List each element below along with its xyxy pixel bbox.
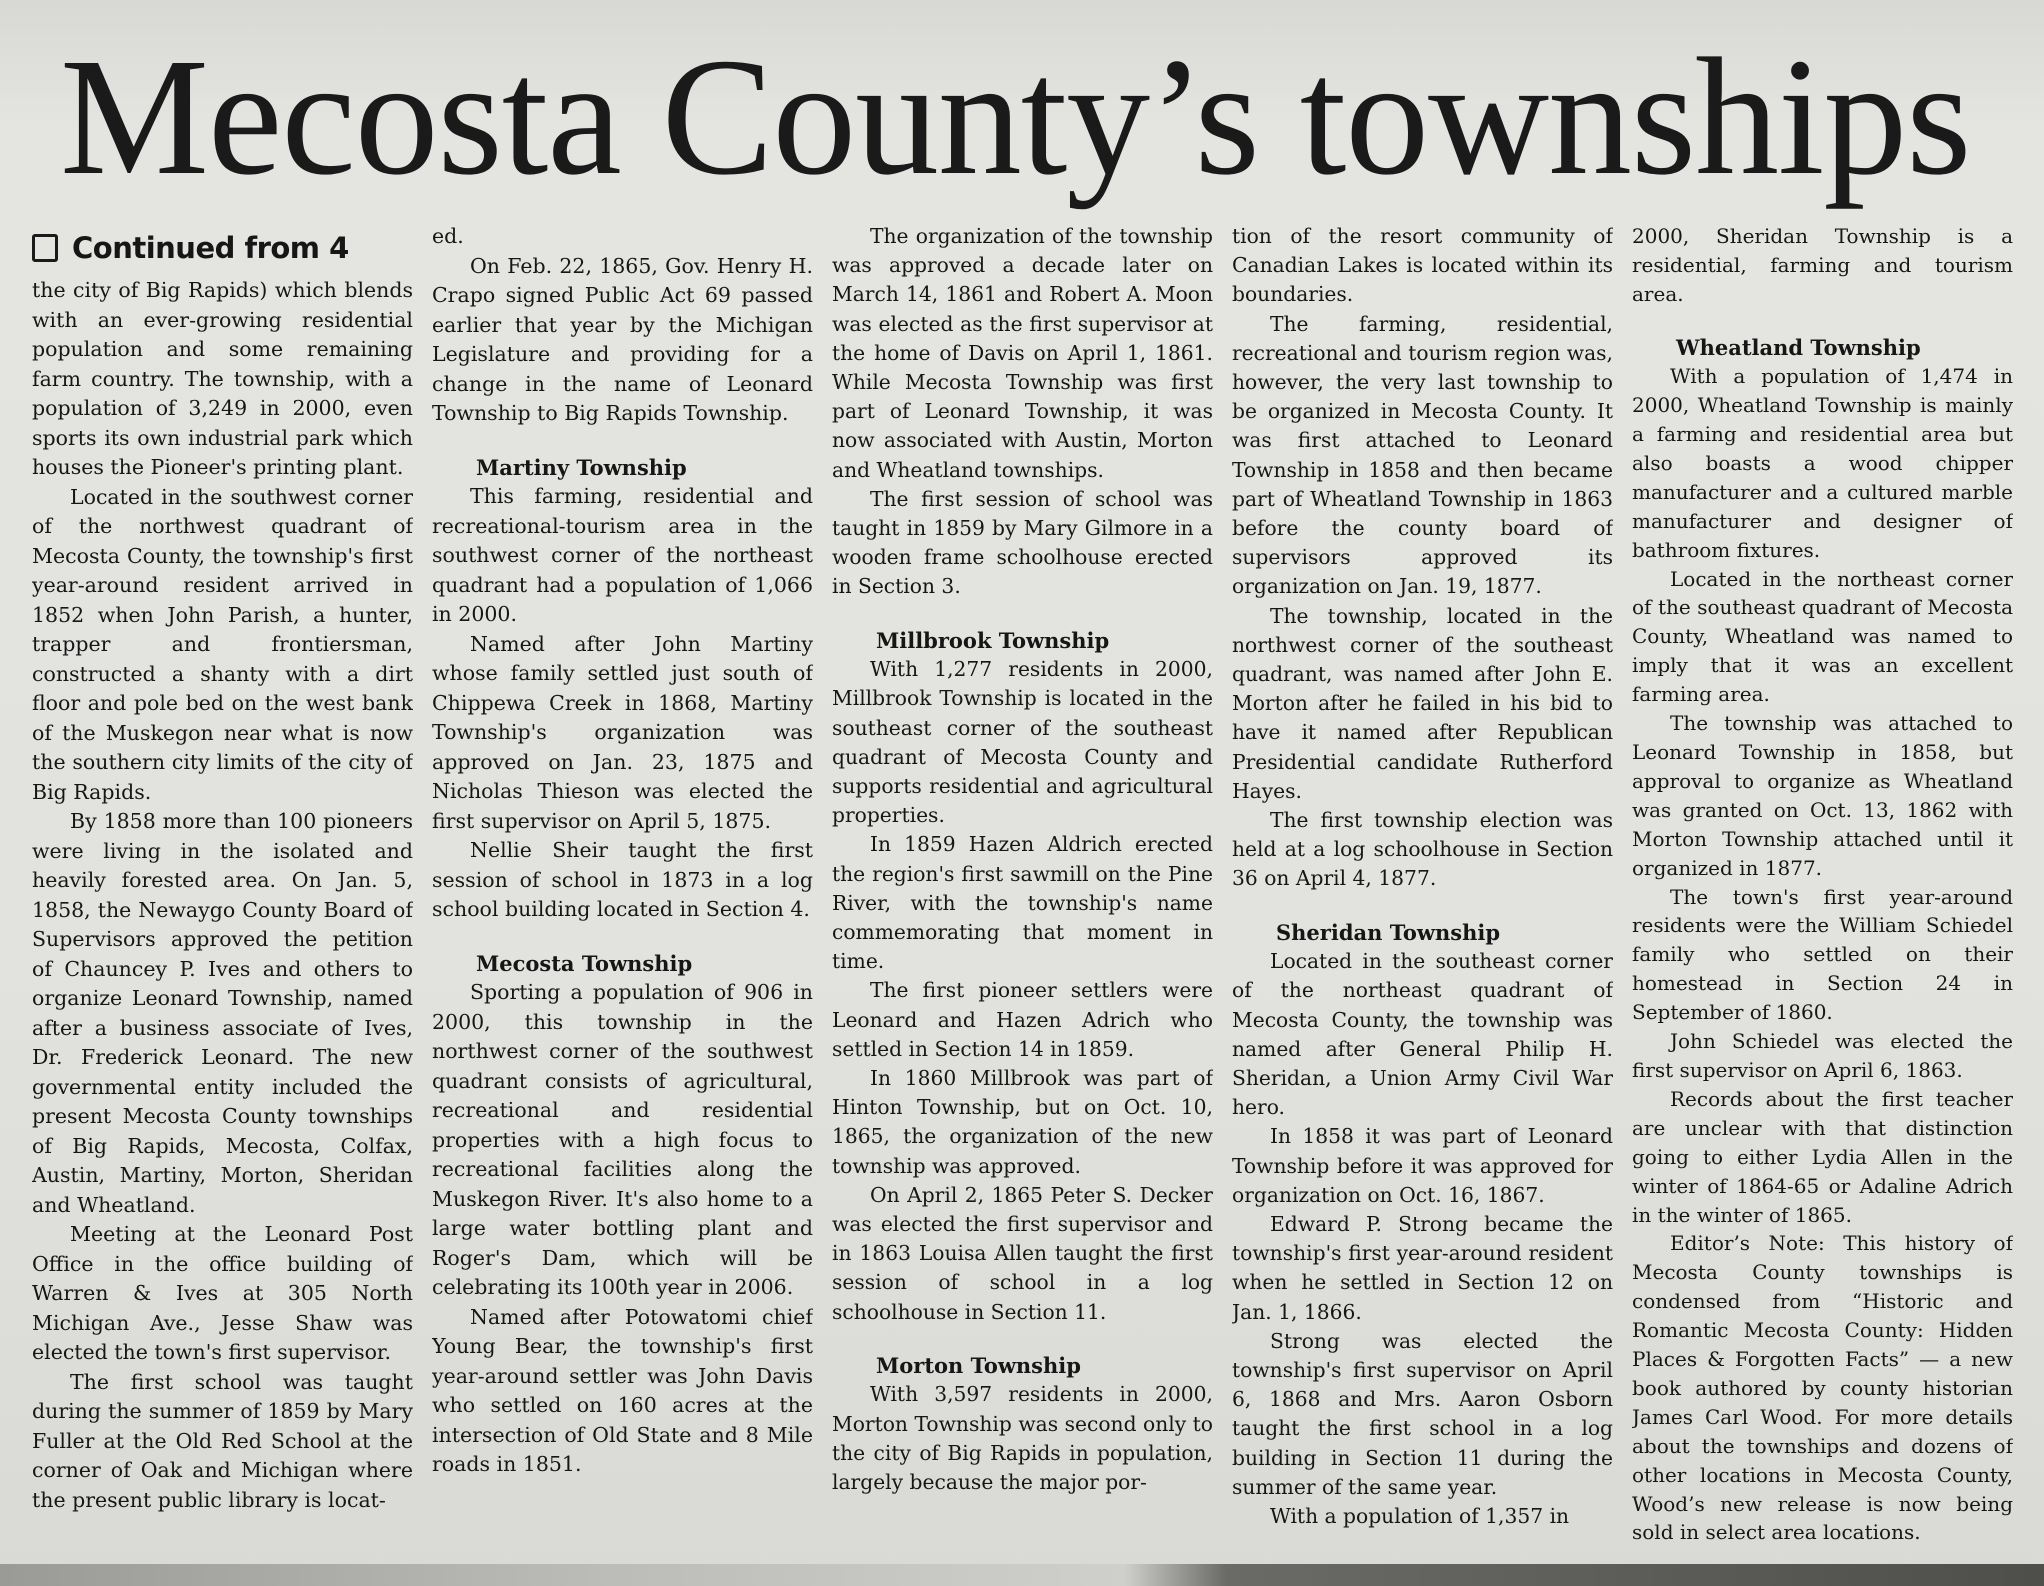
paragraph: The township was attached to Leonard Township in 1858, but approval to organize as Wheatland was granted on Oct. 13, 1862 with Morton Township attached until it organized in 1877. <box>1632 711 2013 880</box>
paragraph: Nellie Sheir taught the first session of school in 1873 in a log school building located in Section 4. <box>432 838 813 921</box>
headline: Mecosta County’s townships <box>60 24 1971 210</box>
continued-line <box>32 228 413 268</box>
section-heading: Sheridan Township <box>1276 919 1501 945</box>
paragraph: With a population of 1,474 in 2000, Wheatland Township is mainly a farming and residential area but also boasts a wood chipper manufacturer and a cultured marble manufacturer and designer of bathroom fixtures. <box>1632 364 2013 562</box>
paragraph: On Feb. 22, 1865, Gov. Henry H. Crapo signed Public Act 69 passed earlier that year by the Michigan Legislature and providing for a change in the name of Leonard Township to Big Rapids Township. <box>432 253 813 425</box>
paragraph: Named after John Martiny whose family settled just south of Chippewa Creek in 1868, Martiny Township's organization was approved on Jan. 23, 1875 and Nicholas Thieson was elected the first supervisor on April 5, 1875. <box>432 631 813 833</box>
column-1 <box>32 222 413 1547</box>
continued-label: Continued from 4 <box>72 231 349 265</box>
paragraph: ed. <box>432 224 464 248</box>
column-2 <box>432 222 813 1547</box>
article-columns <box>32 222 2022 1547</box>
paragraph: Located in the northeast corner of the southeast quadrant of Mecosta County, Wheatland was named to imply that it was an excellent farming area. <box>1632 566 2013 707</box>
paragraph: The township, located in the northwest corner of the southeast quadrant, was named after John E. Morton after he failed in his bid to have it named after Republican Presidential candidate Rutherford Hayes. <box>1232 603 1613 803</box>
section-heading: Martiny Township <box>476 454 687 480</box>
paragraph: The town's first year-around residents were the William Schiedel family who settled on their homestead in Section 24 in September of 1860. <box>1632 884 2013 1025</box>
column-4 <box>1232 222 1613 1547</box>
paragraph: By 1858 more than 100 pioneers were living in the isolated and heavily forested area. On Jan. 5, 1858, the Newaygo County Board of Supervisors approved the petition of Chauncey P. Ives and others to organize Leonard Township, named after a business associate of Ives, Dr. Frederick Leonard. The new governmental entity included the present Mecosta County townships of Big Rapids, Mecosta, Colfax, Austin, Martiny, Morton, Sheridan and Wheatland. <box>32 809 413 1217</box>
paragraph: This farming, residential and recreational-tourism area in the southwest corner of the northeast quadrant had a population of 1,066 in 2000. <box>432 484 813 626</box>
section-heading: Mecosta Township <box>476 950 693 976</box>
paragraph: Sporting a population of 906 in 2000, this township in the northwest corner of the southwest quadrant consists of agricultural, recreational and residential properties with a high focus to recreational facilities along the Muskegon River. It's also home to a large water bottling plant and Roger's Dam, which will be celebrating its 100th year in 2006. <box>432 980 813 1299</box>
page-edge-strip <box>0 1564 2044 1586</box>
paragraph: The first pioneer settlers were Leonard and Hazen Adrich who settled in Section 14 in 1859. <box>832 978 1213 1061</box>
paragraph: Named after Potowatomi chief Young Bear, the township's first year-around settler was John Davis who settled on 160 acres at the intersection of Old State and 8 Mile roads in 1851. <box>432 1304 813 1476</box>
paragraph: Located in the southeast corner of the northeast quadrant of Mecosta County, the township was named after General Philip H. Sheridan, a Union Army Civil War hero. <box>1232 949 1613 1120</box>
section-heading: Wheatland Township <box>1676 334 1921 360</box>
paragraph: The organization of the township was approved a decade later on March 14, 1861 and Robert A. Moon was elected as the first supervisor at the home of Davis on April 1, 1861. While Mecosta Township was first part of Leonard Township, it was now associated with Austin, Morton and Wheatland townships. <box>832 224 1213 482</box>
paragraph: The first session of school was taught in 1859 by Mary Gilmore in a wooden frame schoolhouse erected in Section 3. <box>832 486 1213 599</box>
paragraph: Strong was elected the township's first supervisor on April 6, 1868 and Mrs. Aaron Osborn taught the first school in a log building in Section 11 during the summer of the same year. <box>1232 1328 1613 1499</box>
paragraph: Editor’s Note: This history of Mecosta County townships is condensed from “Historic and Romantic Mecosta County: Hidden Places & Forgotten Facts” — a new book authored by county historian James Carl Wood. For more details about the townships and dozens of other locations in Mecosta County, Wood’s new release is now being sold in select area locations. <box>1632 1231 2013 1545</box>
paragraph: the city of Big Rapids) which blends with an ever-growing residential population and some remaining farm country. The township, with a population of 3,249 in 2000, even sports its own industrial park which houses the Pioneer's printing plant. <box>32 278 413 479</box>
column-3 <box>832 222 1213 1547</box>
paragraph: With 1,277 residents in 2000, Millbrook Township is located in the southeast corner of the southeast quadrant of Mecosta County and supports residential and agricultural properties. <box>832 657 1213 828</box>
paragraph: tion of the resort community of Canadian Lakes is located within its boundaries. <box>1232 224 1613 307</box>
paragraph: In 1858 it was part of Leonard Township before it was approved for organization on Oct. 16, 1867. <box>1232 1124 1613 1207</box>
paragraph: Edward P. Strong became the township's first year-around resident when he settled in Section 12 on Jan. 1, 1866. <box>1232 1212 1613 1324</box>
paragraph: Records about the first teacher are unclear with that distinction going to either Lydia Allen in the winter of 1864-65 or Adaline Adrich in the winter of 1865. <box>1632 1086 2013 1227</box>
paragraph: The first township election was held at a log schoolhouse in Section 36 on April 4, 1877. <box>1232 808 1613 891</box>
paragraph: In 1859 Hazen Aldrich erected the region's first sawmill on the Pine River, with the township's name commemorating that moment in time. <box>832 832 1213 974</box>
paragraph: Located in the southwest corner of the northwest quadrant of Mecosta County, the township's first year-around resident arrived in 1852 when John Parish, a hunter, trapper and frontiersman, constructed a shanty with a dirt floor and pole bed on the west bank of the Muskegon near what is now the southern city limits of the city of Big Rapids. <box>32 484 413 804</box>
column-5 <box>1632 222 2013 1547</box>
paragraph: With a population of 1,357 in <box>1270 1504 1570 1529</box>
paragraph: The first school was taught during the summer of 1859 by Mary Fuller at the Old Red School at the corner of Oak and Michigan where the present public library is locat- <box>32 1369 413 1512</box>
section-heading: Millbrook Township <box>876 627 1110 653</box>
paragraph: John Schiedel was elected the first supervisor on April 6, 1863. <box>1632 1029 2013 1082</box>
paragraph: On April 2, 1865 Peter S. Decker was elected the first supervisor and in 1863 Louisa Allen taught the first session of school in a log schoolhouse in Section 11. <box>832 1182 1213 1324</box>
paragraph: With 3,597 residents in 2000, Morton Township was second only to the city of Big Rapids in population, largely because the major por- <box>832 1382 1213 1494</box>
paragraph: The farming, residential, recreational and tourism region was, however, the very last township to be organized in Mecosta County. It was first attached to Leonard Township in 1858 and then became part of Wheatland Township in 1863 before the county board of supervisors approved its organization on Jan. 19, 1877. <box>1232 311 1613 599</box>
paragraph: 2000, Sheridan Township is a residential, farming and tourism area. <box>1632 224 2013 306</box>
section-heading: Morton Township <box>876 1352 1081 1378</box>
checkbox-square-icon <box>32 234 58 262</box>
paragraph: Meeting at the Leonard Post Office in the office building of Warren & Ives at 305 North Michigan Ave., Jesse Shaw was elected the town's first supervisor. <box>32 1222 413 1364</box>
paragraph: In 1860 Millbrook was part of Hinton Township, but on Oct. 10, 1865, the organization of the new township was approved. <box>832 1065 1213 1178</box>
